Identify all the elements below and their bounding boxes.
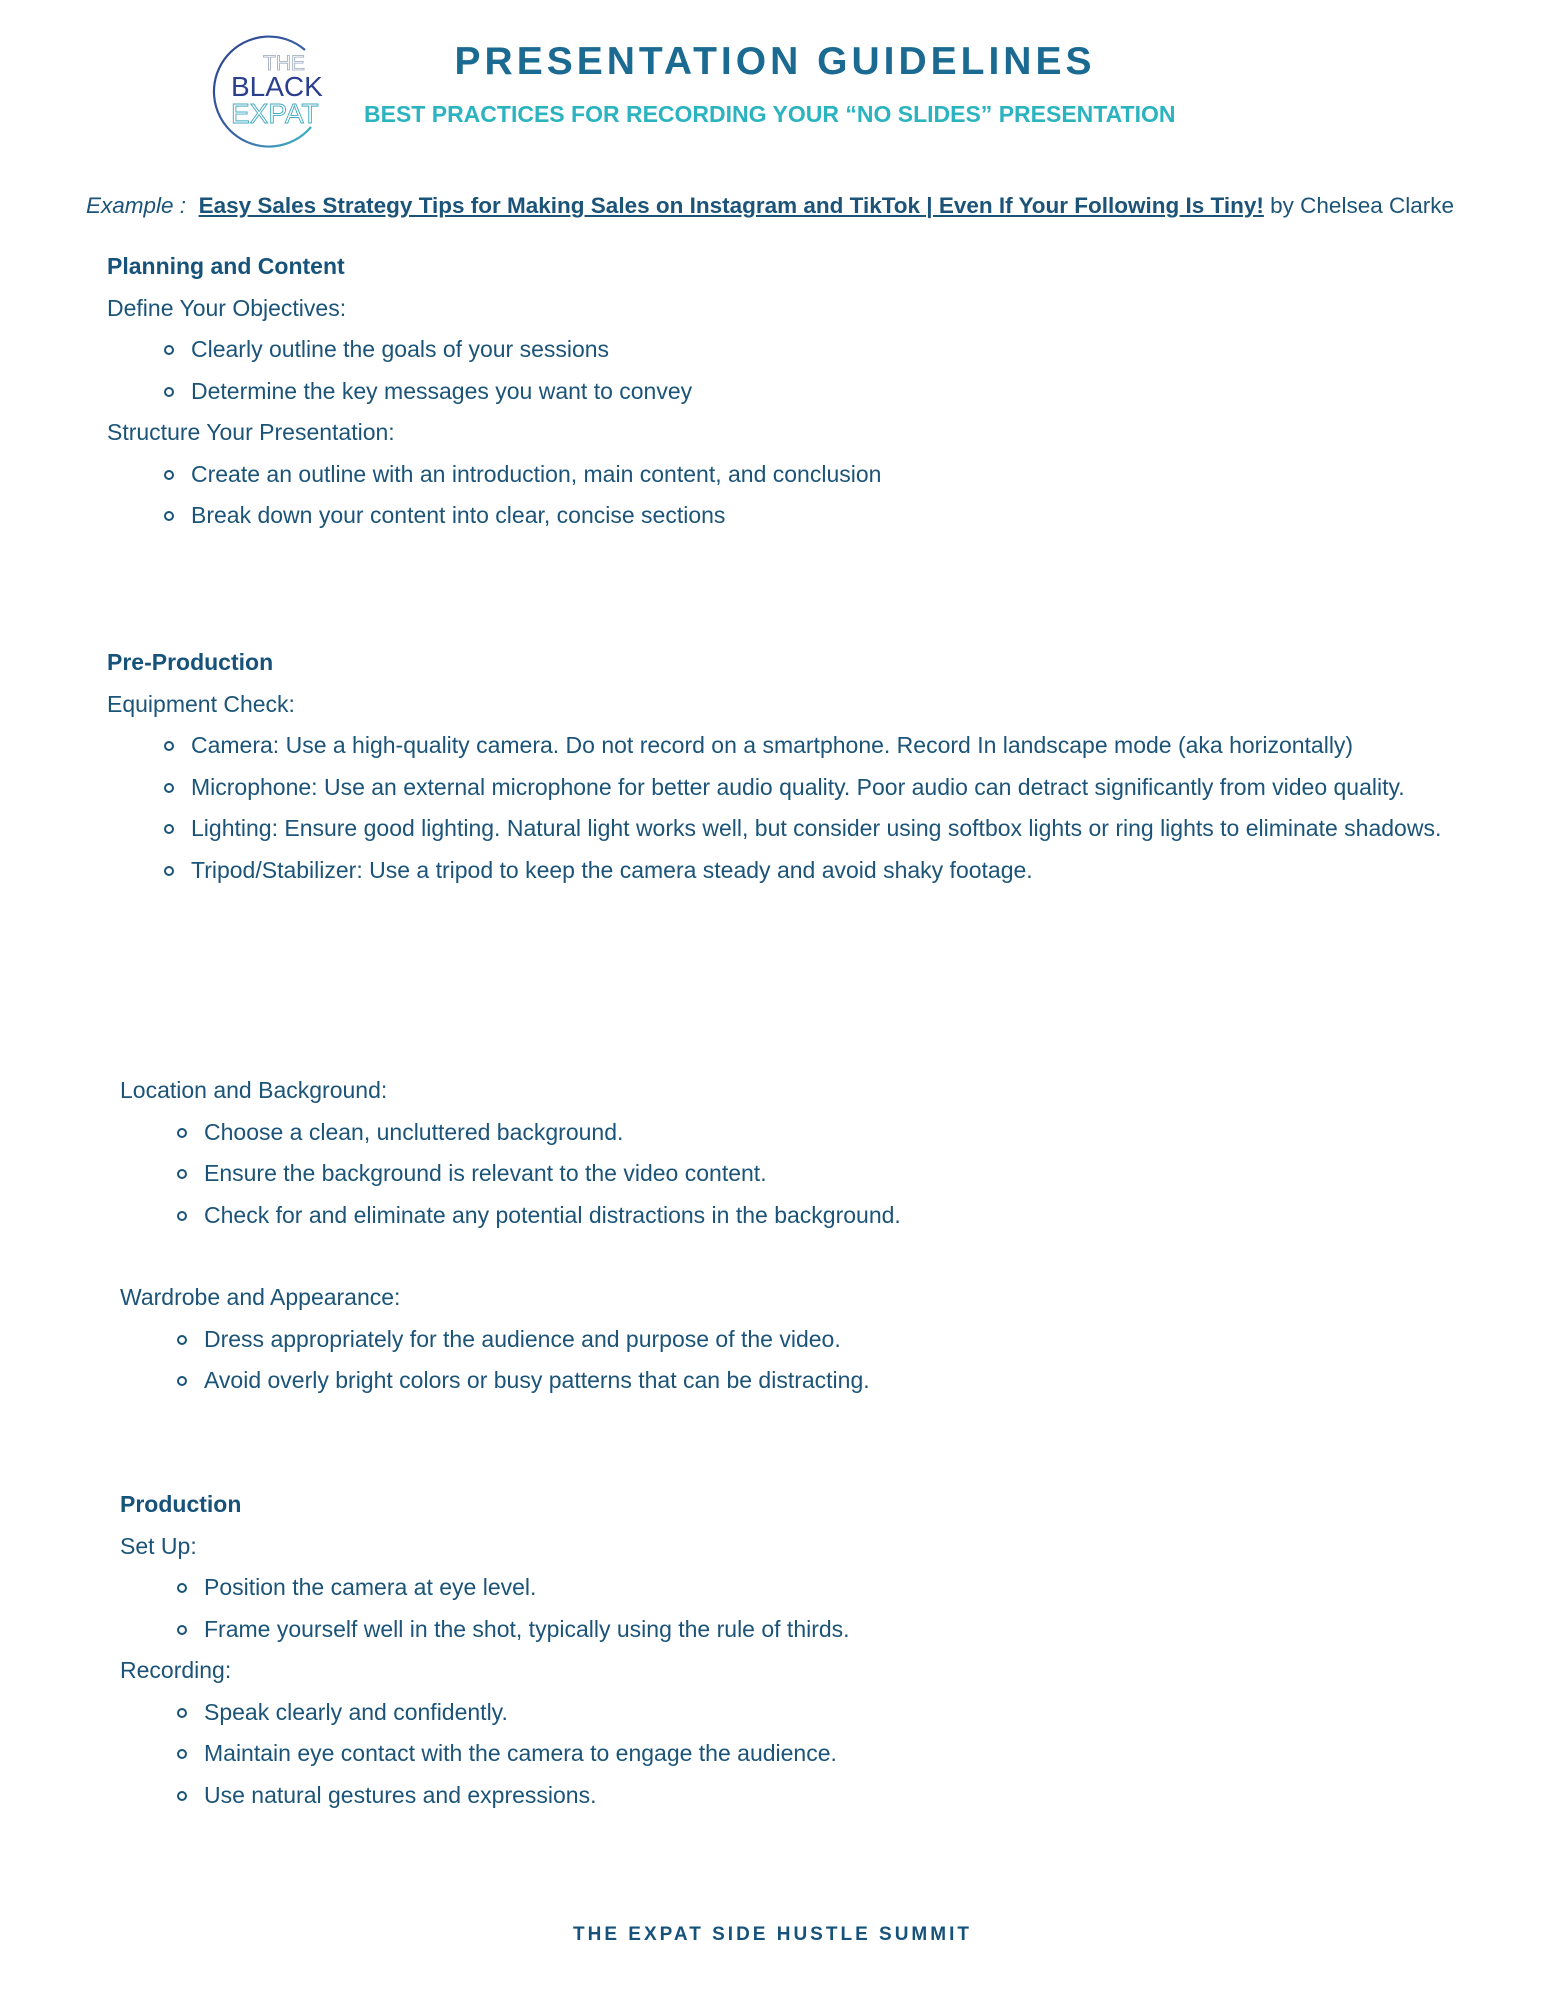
objectives-label: Define Your Objectives: <box>107 294 347 321</box>
objectives-list <box>107 329 1407 412</box>
preproduction-section <box>107 642 1442 891</box>
list-item: Choose a clean, uncluttered background. <box>204 1112 1420 1154</box>
list-item: Determine the key messages you want to convey <box>191 371 1407 413</box>
logo-text-black: BLACK <box>231 71 323 102</box>
example-video-link[interactable]: Easy Sales Strategy Tips for Making Sales on Instagram and TikTok | Even If Your Following Is Tiny! <box>198 193 1264 218</box>
setup-label: Set Up: <box>120 1532 197 1559</box>
production-section <box>120 1484 1420 1816</box>
list-item: Frame yourself well in the shot, typically using the rule of thirds. <box>204 1609 1420 1651</box>
list-item: Create an outline with an introduction, main content, and conclusion <box>191 454 1407 496</box>
location-list <box>120 1112 1420 1237</box>
logo-emblem <box>207 30 329 152</box>
list-item: Ensure the background is relevant to the video content. <box>204 1153 1420 1195</box>
example-byline: by Chelsea Clarke <box>1270 193 1454 218</box>
example-label: Example : <box>86 193 187 218</box>
list-item: Break down your content into clear, concise sections <box>191 495 1407 537</box>
list-item: Check for and eliminate any potential distractions in the background. <box>204 1195 1420 1237</box>
recording-list <box>120 1692 1420 1817</box>
wardrobe-list <box>120 1319 1420 1402</box>
recording-label: Recording: <box>120 1657 232 1683</box>
logo-text-expat: EXPAT <box>231 98 319 129</box>
production-heading: Production <box>120 1491 242 1517</box>
structure-list <box>107 454 1407 537</box>
planning-heading: Planning and Content <box>107 253 345 279</box>
wardrobe-section <box>120 1277 1420 1402</box>
location-section <box>120 1070 1420 1236</box>
equipment-label: Equipment Check: <box>107 690 295 717</box>
planning-section <box>107 246 1407 537</box>
equipment-list <box>107 725 1481 891</box>
page-title: PRESENTATION GUIDELINES <box>454 40 1096 83</box>
list-item: Avoid overly bright colors or busy patterns that can be distracting. <box>204 1360 1420 1402</box>
list-item: Speak clearly and confidently. <box>204 1692 1420 1734</box>
list-item: Position the camera at eye level. <box>204 1567 1420 1609</box>
list-item: Tripod/Stabilizer: Use a tripod to keep the camera steady and avoid shaky footage. <box>191 850 1481 892</box>
page-header <box>0 0 1545 160</box>
page-footer: THE EXPAT SIDE HUSTLE SUMMIT <box>573 1924 972 1945</box>
logo-text-the: THE <box>263 52 305 75</box>
preproduction-heading: Pre-Production <box>107 649 274 675</box>
list-item: Use natural gestures and expressions. <box>204 1775 1420 1817</box>
list-item: Lighting: Ensure good lighting. Natural light works well, but consider using softbox lights or ring lights to eliminate shadows. <box>191 808 1481 850</box>
location-label: Location and Background: <box>120 1077 388 1103</box>
list-item: Microphone: Use an external microphone for better audio quality. Poor audio can detract significantly from video quality. <box>191 767 1481 809</box>
setup-list <box>120 1567 1420 1650</box>
list-item: Dress appropriately for the audience and purpose of the video. <box>204 1319 1420 1361</box>
list-item: Maintain eye contact with the camera to engage the audience. <box>204 1733 1420 1775</box>
structure-label: Structure Your Presentation: <box>107 419 395 445</box>
wardrobe-label: Wardrobe and Appearance: <box>120 1284 401 1310</box>
example-line <box>86 193 1536 219</box>
list-item: Clearly outline the goals of your sessions <box>191 329 1407 371</box>
page-subtitle: BEST PRACTICES FOR RECORDING YOUR “NO SLIDES” PRESENTATION <box>364 101 1176 127</box>
black-expat-logo <box>207 30 329 152</box>
list-item: Camera: Use a high-quality camera. Do not record on a smartphone. Record In landscape mode (aka horizontally) <box>191 725 1481 767</box>
